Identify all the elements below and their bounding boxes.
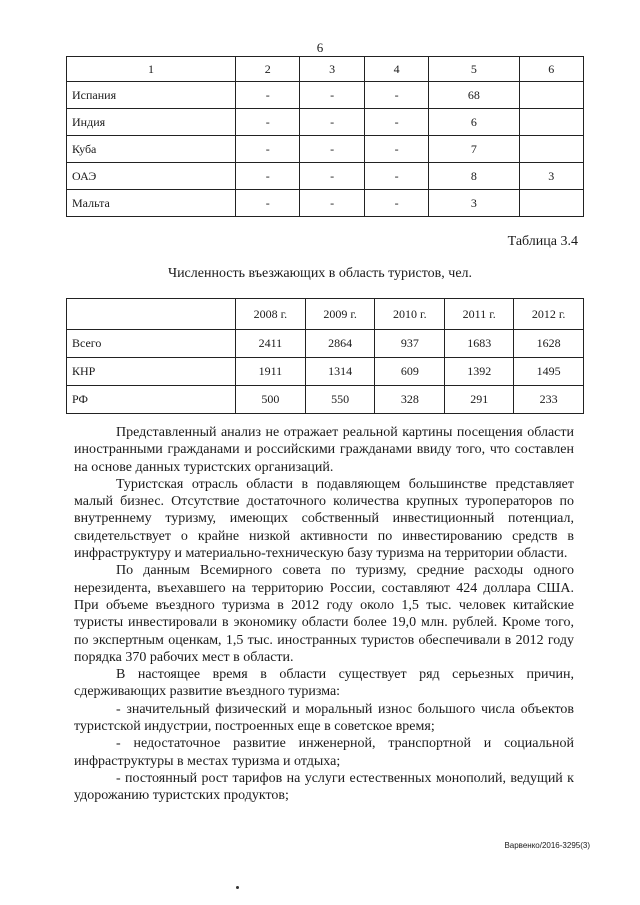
column-header: 5 xyxy=(429,57,519,82)
table-cell: 3 xyxy=(519,163,583,190)
table-cell xyxy=(519,109,583,136)
column-header: 3 xyxy=(300,57,364,82)
table-row xyxy=(67,358,584,386)
table-row xyxy=(67,330,584,358)
table-cell: - xyxy=(364,163,428,190)
column-header: 2009 г. xyxy=(305,299,375,330)
column-header: 2012 г. xyxy=(514,299,584,330)
list-item: - постоянный рост тарифов на услуги естественных монополий, ведущий к удорожанию туристских продуктов; xyxy=(74,770,574,804)
table-cell: Всего xyxy=(67,330,236,358)
table-cell: РФ xyxy=(67,386,236,414)
table-cell: 609 xyxy=(375,358,445,386)
table-title: Численность въезжающих в область туристов, чел. xyxy=(167,266,473,281)
table-header-row xyxy=(67,57,584,82)
table-cell: - xyxy=(364,82,428,109)
column-header: 2008 г. xyxy=(236,299,306,330)
table-row xyxy=(67,109,584,136)
table-cell: Испания xyxy=(67,82,236,109)
table-cell: 2864 xyxy=(305,330,375,358)
table-cell: - xyxy=(236,136,300,163)
table-cell: 233 xyxy=(514,386,584,414)
table-cell: 68 xyxy=(429,82,519,109)
table-cell: - xyxy=(236,82,300,109)
table-cell: - xyxy=(300,190,364,217)
list-item: - недостаточное развитие инженерной, транспортной и социальной инфраструктуры в местах туризма и отдыха; xyxy=(74,736,574,769)
table-cell: - xyxy=(364,190,428,217)
table-cell: 1495 xyxy=(514,358,584,386)
table-cell xyxy=(519,136,583,163)
table-cell: 937 xyxy=(375,330,445,358)
table-row xyxy=(67,82,584,109)
table-cell: 1683 xyxy=(445,330,514,358)
table-cell: 1628 xyxy=(514,330,584,358)
table-cell: 291 xyxy=(445,386,514,414)
table-header-row xyxy=(67,299,584,330)
table-cell: Мальта xyxy=(67,190,236,217)
table-cell: ОАЭ xyxy=(67,163,236,190)
table-cell xyxy=(519,190,583,217)
table-cell: 7 xyxy=(429,136,519,163)
table-cell: 2411 xyxy=(236,330,306,358)
table-cell: 8 xyxy=(429,163,519,190)
table-row xyxy=(67,386,584,414)
table-cell xyxy=(519,82,583,109)
table-cell: 1392 xyxy=(445,358,514,386)
table-cell: - xyxy=(236,163,300,190)
table-cell: КНР xyxy=(67,358,236,386)
body-text xyxy=(74,424,574,805)
table-cell: 328 xyxy=(375,386,445,414)
document-code: Варвенко/2016-3295(3) xyxy=(504,841,590,850)
table-cell: - xyxy=(300,136,364,163)
table-label: Таблица 3.4 xyxy=(507,234,578,249)
tourist-count-table xyxy=(66,298,584,414)
list-item: - значительный физический и моральный износ большого числа объектов туристской индустрии, построенных еще в советское время; xyxy=(74,701,574,735)
table-cell: - xyxy=(300,163,364,190)
table-row xyxy=(67,136,584,163)
table-cell: 3 xyxy=(429,190,519,217)
scan-speck xyxy=(236,886,239,889)
table-cell: - xyxy=(364,136,428,163)
table-cell: 1314 xyxy=(305,358,375,386)
paragraph: Туристская отрасль области в подавляющем большинстве представляет малый бизнес. Отсутствие достаточного количества крупных туроператоров по внутреннему туризму, имеющих собственный инвестиционный потенциал, свидетельствует о крайне низкой активности по инвестированию средств в инфраструктуру и материально-техническую базу туризма на территории области. xyxy=(74,476,574,562)
column-header: 2010 г. xyxy=(375,299,445,330)
paragraph: По данным Всемирного совета по туризму, средние расходы одного нерезидента, въехавшего на территорию России, составляют 424 доллара США. При объеме въездного туризма в 2012 году около 1,5 тыс. человек китайские туристы инвестировали в экономику области более 19,0 млн. рублей. Кроме того, по экспертным оценкам, 1,5 тыс. иностранных туристов обеспечивали в 2012 году порядка 370 рабочих мест в области. xyxy=(74,563,574,665)
column-header: 4 xyxy=(364,57,428,82)
table-cell: 550 xyxy=(305,386,375,414)
table-row xyxy=(67,163,584,190)
column-header: 2011 г. xyxy=(445,299,514,330)
table-cell: 500 xyxy=(236,386,306,414)
table-cell: Куба xyxy=(67,136,236,163)
table-cell: 1911 xyxy=(236,358,306,386)
destinations-table xyxy=(66,56,584,217)
paragraph: Представленный анализ не отражает реальной картины посещения области иностранными гражданами и российскими гражданами ввиду того, что составлен на основе данных туристских организаций. xyxy=(74,425,574,475)
table-cell: 6 xyxy=(429,109,519,136)
table-cell: - xyxy=(236,190,300,217)
column-header xyxy=(67,299,236,330)
page-number: 6 xyxy=(316,40,324,55)
table-cell: - xyxy=(300,109,364,136)
table-cell: - xyxy=(364,109,428,136)
table-cell: Индия xyxy=(67,109,236,136)
column-header: 2 xyxy=(236,57,300,82)
column-header: 6 xyxy=(519,57,583,82)
column-header: 1 xyxy=(67,57,236,82)
table-row xyxy=(67,190,584,217)
paragraph: В настоящее время в области существует ряд серьезных причин, сдерживающих развитие въездного туризма: xyxy=(74,667,574,700)
table-cell: - xyxy=(300,82,364,109)
table-cell: - xyxy=(236,109,300,136)
